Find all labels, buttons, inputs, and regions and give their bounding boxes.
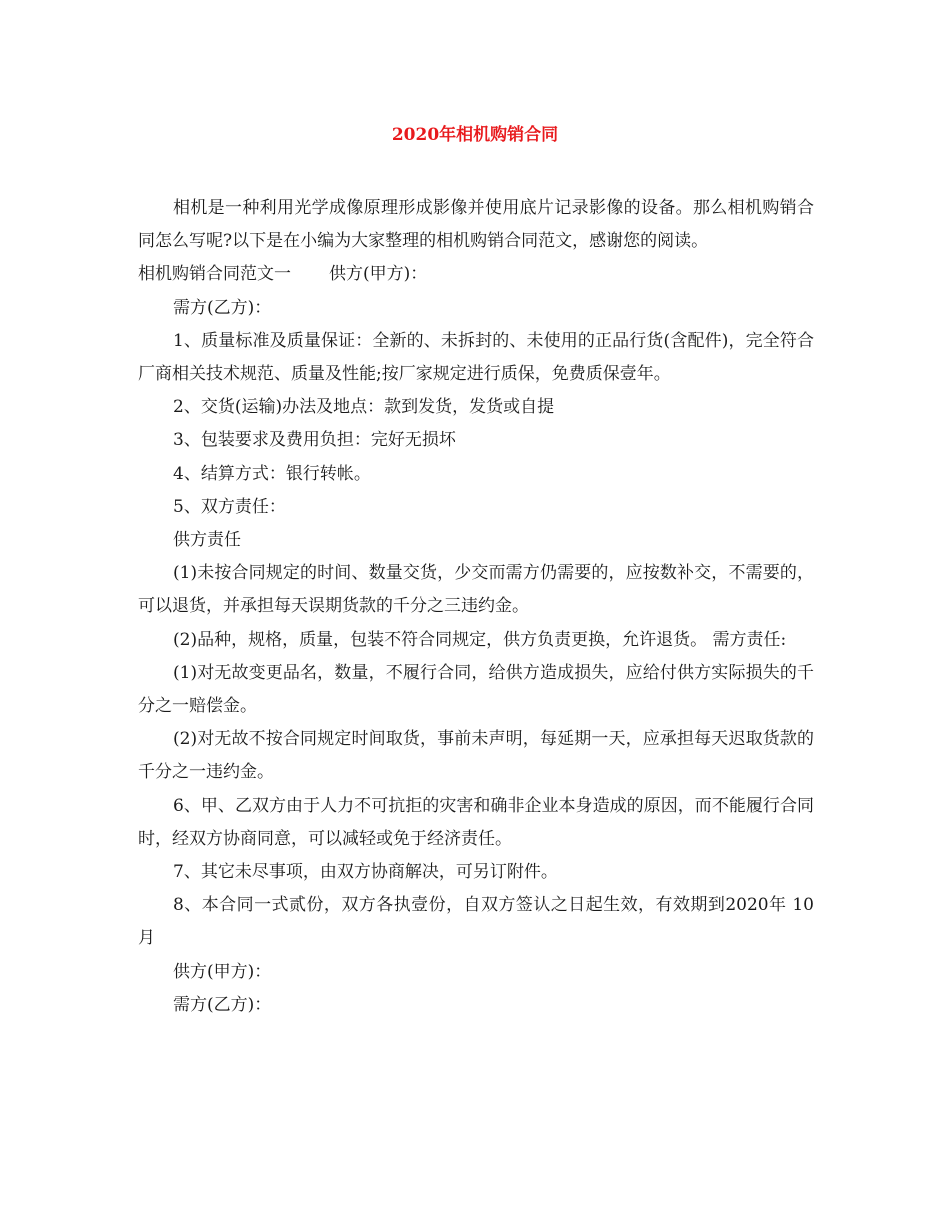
sample-heading-line [138, 258, 814, 291]
clause-4: 4、结算方式：银行转帐。 [173, 463, 371, 484]
sign-supplier: 供方(甲方)： [173, 961, 272, 982]
intro-paragraph: 相机是一种利用光学成像原理形成影像并使用底片记录影像的设备。那么相机购销合同怎么写呢?以下是在小编为大家整理的相机购销合同范文，感谢您的阅读。 [138, 198, 814, 252]
supplier-label: 供方(甲方)： [329, 264, 428, 285]
clause-2: 2、交货(运输)办法及地点：款到发货，发货或自提 [173, 397, 555, 418]
sample-heading: 相机购销合同范文一 [138, 264, 291, 285]
supplier-resp-heading: 供方责任 [173, 530, 241, 551]
clause-1: 1、质量标准及质量保证：全新的、未拆封的、未使用的正品行货(含配件)，完全符合厂商相关技术规范、质量及性能;按厂家规定进行质保，免费质保壹年。 [138, 330, 814, 385]
clause-7: 7、其它未尽事项，由双方协商解决，可另订附件。 [173, 862, 558, 883]
clause-6: 6、甲、乙双方由于人力不可抗拒的灾害和确非企业本身造成的原因，而不能履行合同时，经双方协商同意，可以减轻或免于经济责任。 [138, 795, 814, 849]
supplier-resp-1: (1)未按合同规定的时间、数量交货，少交而需方仍需要的，应按数补交，不需要的，可以退货，并承担每天误期货款的千分之三违约金。 [138, 563, 814, 617]
clause-8: 8、本合同一式贰份，双方各执壹份，自双方签认之日起生效，有效期到2020年 10 月 [138, 895, 814, 949]
supplier-resp-2: (2)品种，规格，质量，包装不符合同规定，供方负责更换，允许退货。 需方责任: [173, 629, 787, 650]
clause-5: 5、双方责任： [173, 496, 286, 517]
buyer-resp-2: (2)对无故不按合同规定时间取货，事前未声明，每延期一天，应承担每天迟取货款的千分之一违约金。 [138, 729, 814, 783]
buyer-label: 需方(乙方)： [173, 297, 272, 318]
sign-buyer: 需方(乙方)： [173, 994, 272, 1015]
clause-3: 3、包装要求及费用负担：完好无损坏 [173, 430, 456, 451]
document-body [138, 192, 814, 1022]
buyer-resp-1: (1)对无故变更品名，数量，不履行合同，给供方造成损失，应给付供方实际损失的千分之一赔偿金。 [138, 662, 814, 717]
document-title: 2020年相机购销合同 [391, 125, 559, 145]
